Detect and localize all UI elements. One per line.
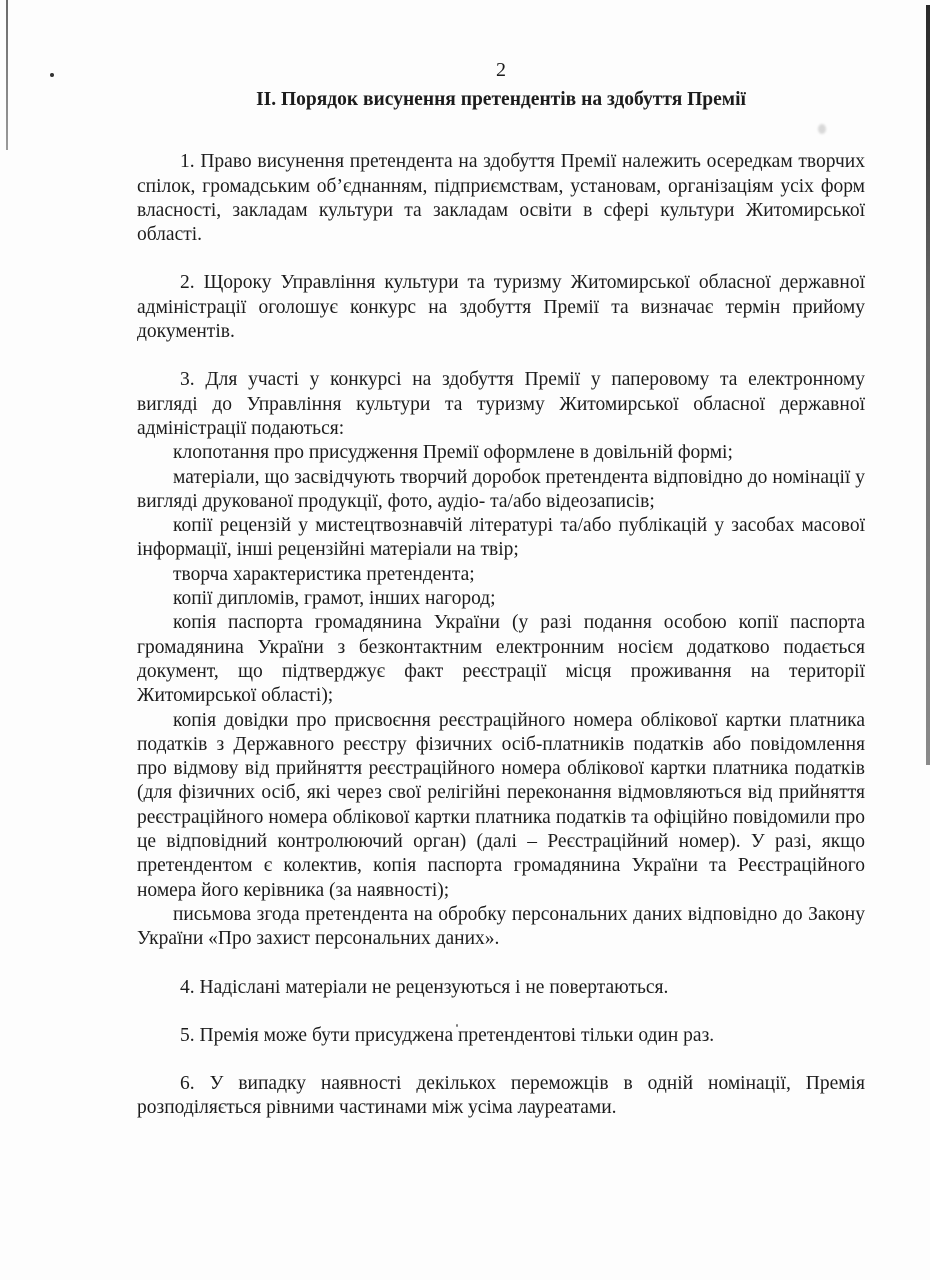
- paragraph-1: 1. Право висунення претендента на здобуття Премії належить осередкам творчих спілок, громадським об’єднанням, підприємствам, установам, організаціям усіх форм власності, закладам культури та закладам освіти в сфері культури Житомирської області.: [137, 151, 865, 246]
- list-item: творча характеристика претендента;: [173, 563, 475, 585]
- page-number: 2: [496, 59, 506, 81]
- paragraph-5: 5. Премія може бути присуджена претендентові тільки один раз.: [180, 1024, 715, 1046]
- paragraph-2: 2. Щороку Управління культури та туризму Житомирської обласної державної адміністрації оголошує конкурс на здобуття Премії та визначає термін прийому документів.: [137, 272, 865, 343]
- list-item: копія паспорта громадянина України (у разі подання особою копії паспорта громадянина України з безконтактним електронним носієм додатково подається документ, що підтверджує факт реєстрації місця проживання на території Житомирської області);: [137, 612, 865, 707]
- list-item: письмова згода претендента на обробку персональних даних відповідно до Закону України «Про захист персональних даних».: [137, 903, 865, 950]
- paragraph-4: 4. Надіслані матеріали не рецензуються і не повертаються.: [180, 976, 669, 998]
- section-title: ІІ. Порядок висунення претендентів на здобуття Премії: [256, 89, 746, 110]
- list-item: матеріали, що засвідчують творчий доробок претендента відповідно до номінації у вигляді друкованої продукції, фото, аудіо- та/або відеозаписів;: [137, 466, 865, 512]
- scan-edge-left: [6, 0, 8, 150]
- required-documents-list: [137, 441, 865, 951]
- scan-edge-right: [926, 5, 930, 765]
- paragraph-3: 3. Для участі у конкурсі на здобуття Премії у паперовому та електронному вигляді до Управління культури та туризму Житомирської обласної державної адміністрації подаються:: [137, 369, 865, 439]
- list-item: копії рецензій у мистецтвознавчій літературі та/або публікацій у засобах масової інформації, інші рецензійні матеріали на твір;: [137, 515, 865, 561]
- list-item: копії дипломів, грамот, інших нагород;: [173, 588, 496, 610]
- paragraph-6: 6. У випадку наявності декількох переможців в одній номінації, Премія розподіляється рівними частинами між усіма лауреатами.: [137, 1073, 865, 1119]
- list-item: копія довідки про присвоєння реєстраційного номера облікової картки платника податків з Державного реєстру фізичних осіб-платників податків або повідомлення про відмову від прийняття реєстраційного номера облікової картки платника податків (для фізичних осіб, які через свої релігійні переконання відмовляються від прийняття реєстраційного номера облікової картки платника податків та офіційно повідомили про це відповідний контролюючий орган) (далі – Реєстраційний номер). У разі, якщо претендентом є колектив, копія паспорта громадянина України та Реєстраційного номера його керівника (за наявності);: [137, 709, 865, 901]
- list-item: клопотання про присудження Премії оформлене в довільній формі;: [173, 442, 733, 464]
- scan-speck: [50, 73, 54, 77]
- document-page: [137, 58, 865, 1121]
